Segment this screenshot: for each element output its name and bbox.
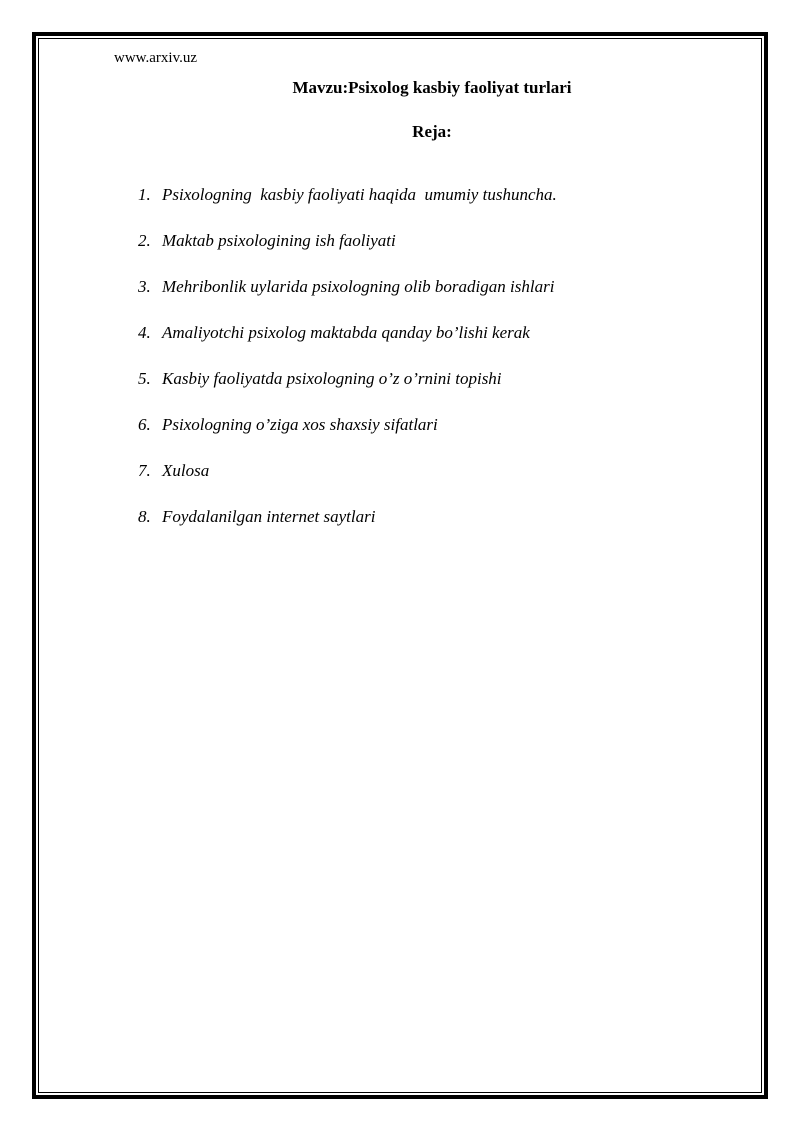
plan-item-number: 8. [138,507,151,526]
plan-item-text: Kasbiy faoliyatda psixologning o’z o’rnini topishi [162,369,502,388]
plan-item-text: Maktab psixologining ish faoliyati [162,231,396,250]
plan-item [138,414,557,460]
plan-item-text: Xulosa [162,461,210,480]
plan-item-text: Psixologning kasbiy faoliyati haqida umumiy tushuncha. [162,185,557,204]
plan-item [138,276,557,322]
plan-item [138,506,557,552]
plan-item [138,184,557,230]
plan-item [138,230,557,276]
plan-item [138,322,557,368]
plan-item [138,460,557,506]
plan-list [138,184,557,552]
plan-item-text: Foydalanilgan internet saytlari [162,507,376,526]
plan-item-text: Psixologning o’ziga xos shaxsiy sifatlari [162,415,438,434]
plan-heading: Reja: [412,122,452,141]
plan-item-text: Mehribonlik uylarida psixologning olib boradigan ishlari [162,277,555,296]
plan-item [138,368,557,414]
plan-item-number: 3. [138,277,151,296]
plan-item-number: 4. [138,323,151,342]
document-title: Mavzu:Psixolog kasbiy faoliyat turlari [292,78,572,97]
plan-item-number: 7. [138,461,151,480]
plan-item-number: 1. [138,185,151,204]
site-url: www.arxiv.uz [114,50,198,66]
plan-item-number: 5. [138,369,151,388]
plan-item-number: 6. [138,415,151,434]
plan-item-number: 2. [138,231,151,250]
plan-item-text: Amaliyotchi psixolog maktabda qanday bo’lishi kerak [162,323,530,342]
